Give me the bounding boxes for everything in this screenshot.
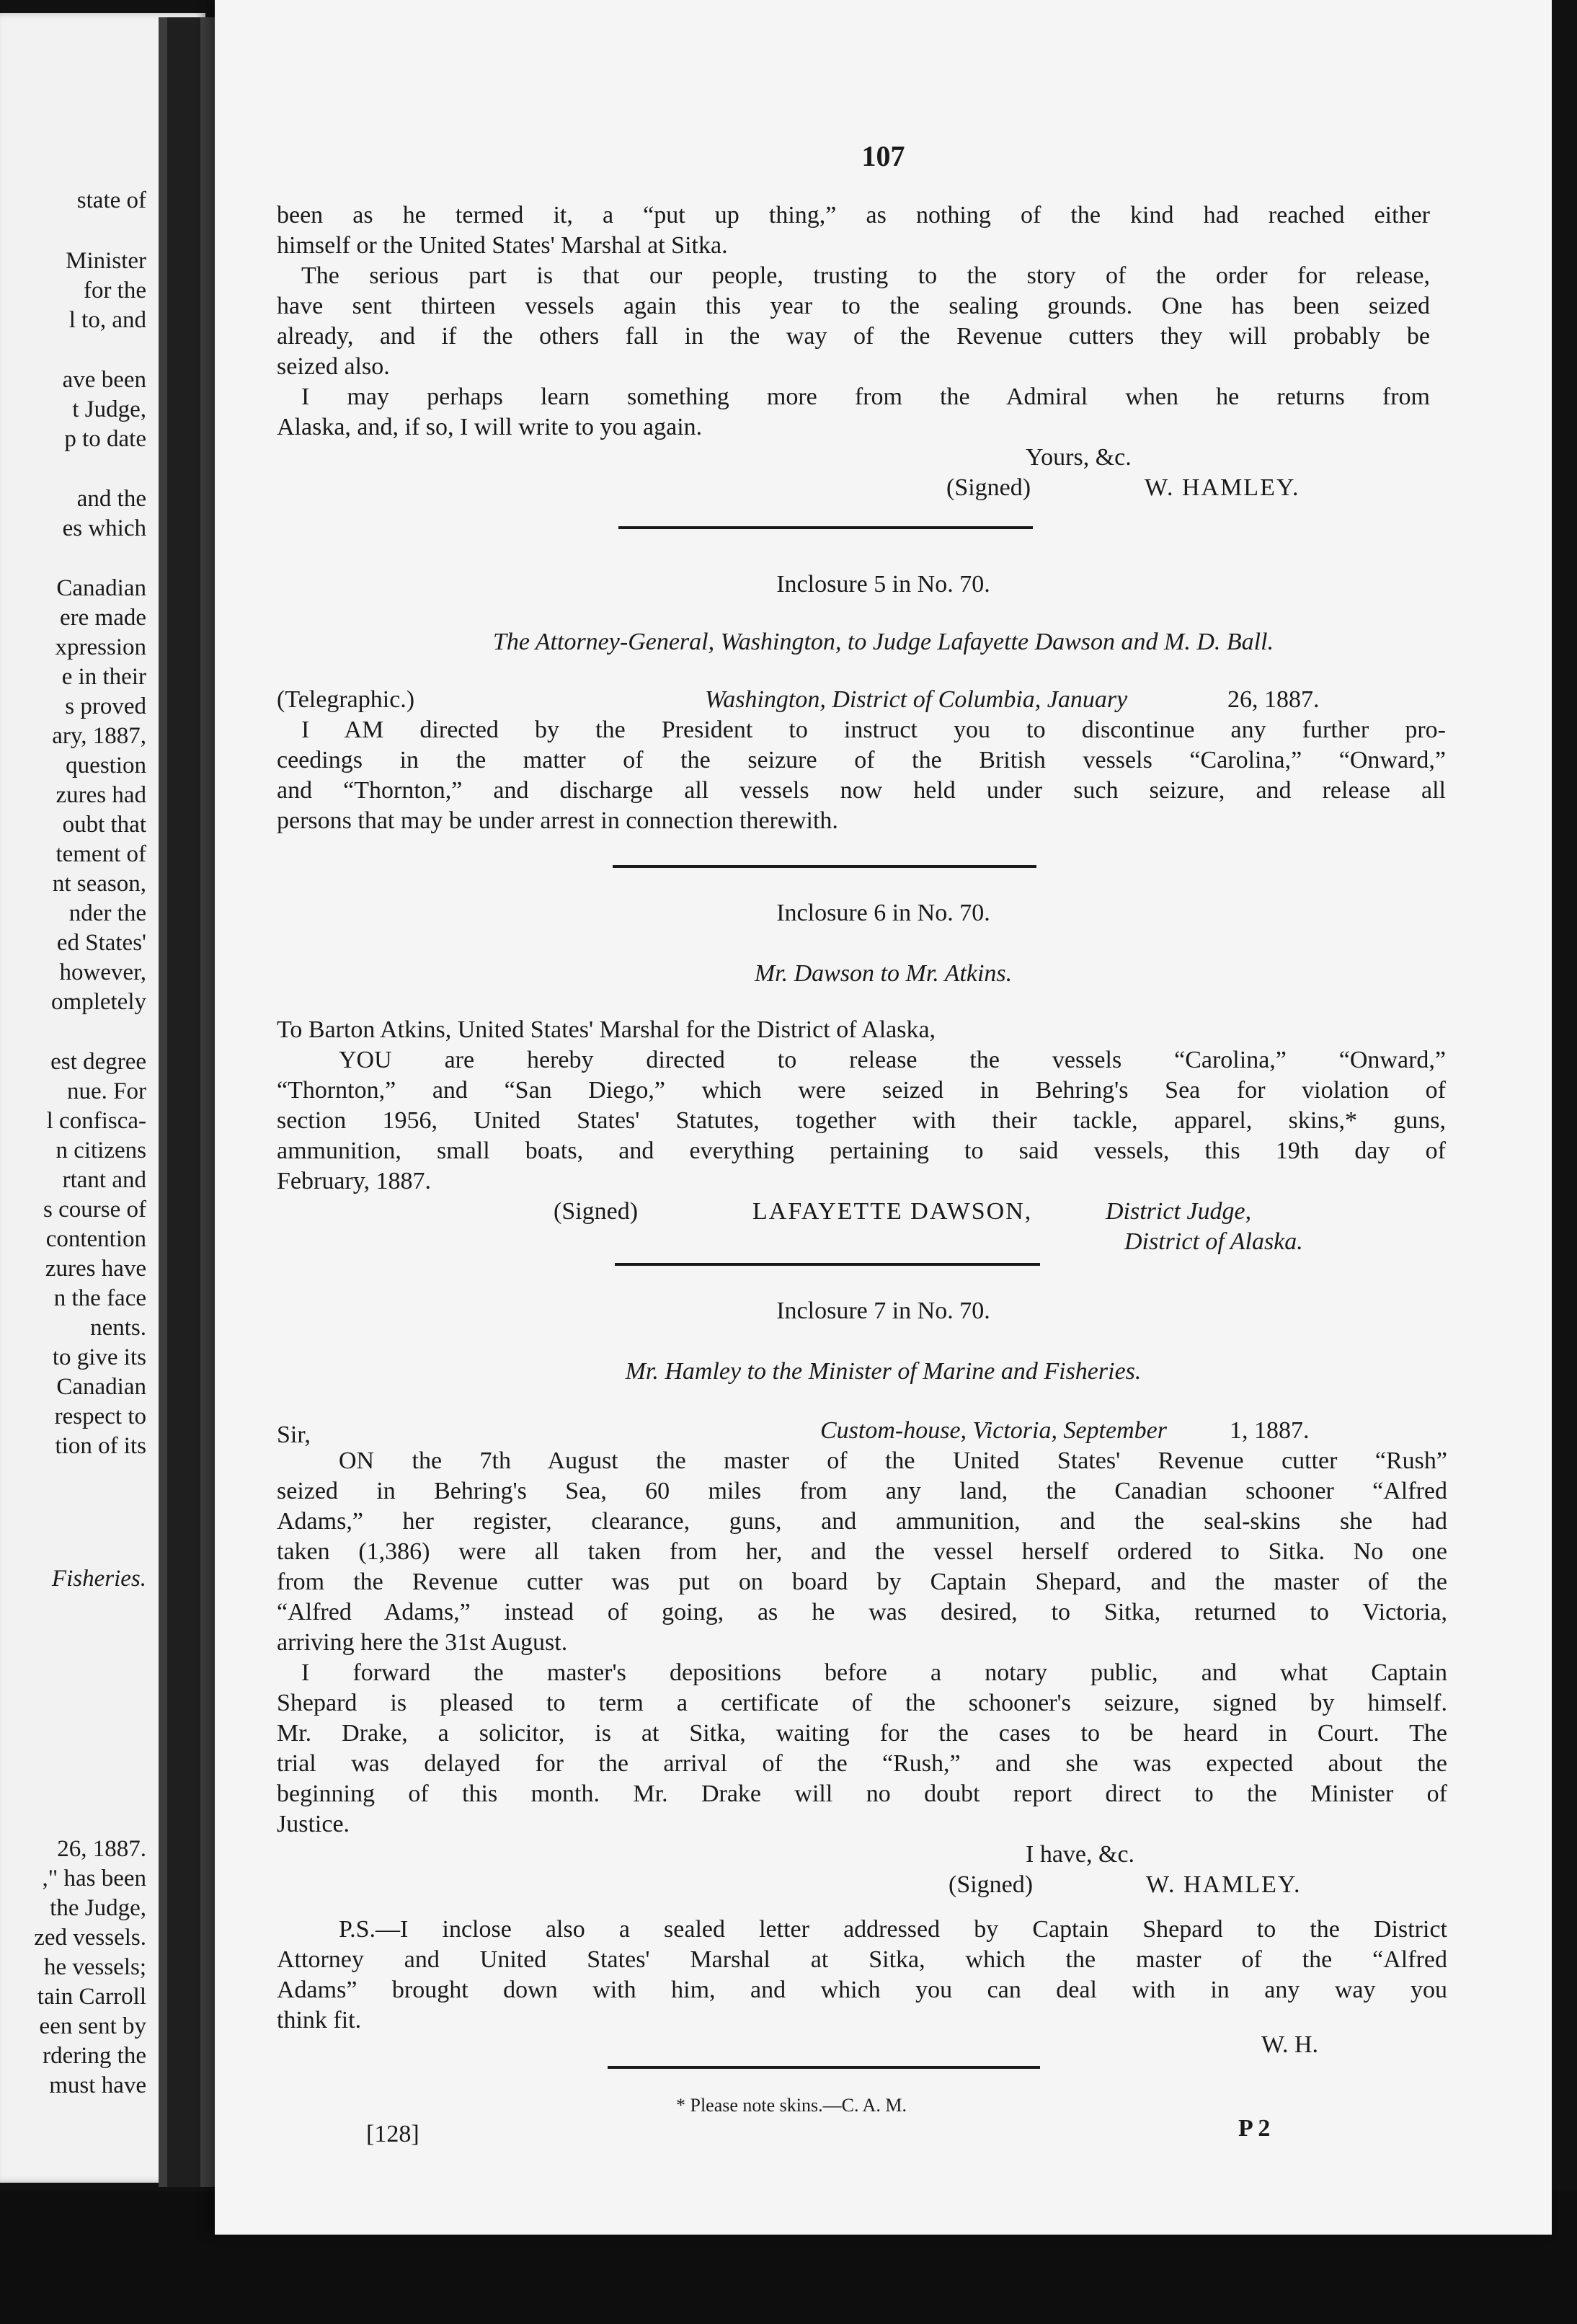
text-line: I may perhaps learn something more from the Admiral when he returns from — [301, 383, 1430, 410]
text-line: persons that may be under arrest in connection therewith. — [277, 807, 838, 834]
text-line: seized also. — [277, 353, 390, 380]
signature-name: LAFAYETTE DAWSON, — [752, 1198, 1033, 1225]
text-line: YOU are hereby directed to release the vessels “Carolina,” “Onward,” — [339, 1047, 1446, 1073]
left-page-fragment: ave been — [62, 367, 146, 393]
text-line: himself or the United States' Marshal at Sitka. — [277, 232, 728, 259]
text-line: from the Revenue cutter was put on board by Captain Shepard, and the master of the — [277, 1569, 1447, 1595]
text-line: Shepard is pleased to term a certificate of the schooner's seizure, signed by himself. — [277, 1690, 1447, 1716]
left-page-fragment: Canadian — [56, 1374, 146, 1400]
left-page-fragment: Minister — [66, 248, 146, 274]
text-line: Mr. Drake, a solicitor, is at Sitka, waiting for the cases to be heard in Court. The — [277, 1720, 1447, 1747]
left-page-fragment: ," has been — [42, 1866, 146, 1891]
text-line: been as he termed it, a “put up thing,” as nothing of the kind had reached either — [277, 202, 1430, 229]
left-page-fragment: for the — [83, 278, 146, 303]
place-date: Custom-house, Victoria, September — [820, 1417, 1167, 1444]
date-tail: 1, 1887. — [1230, 1417, 1310, 1444]
left-page-fragment: zed vessels. — [34, 1925, 146, 1951]
text-line: arriving here the 31st August. — [277, 1629, 568, 1656]
signature-title: District Judge, — [1106, 1198, 1252, 1225]
text-line: “Alfred Adams,” instead of going, as he was desired, to Sitka, returned to Victoria, — [277, 1599, 1447, 1626]
left-page-fragment: l to, and — [68, 307, 146, 333]
inclosure-7-heading: Inclosure 7 in No. 70. — [776, 1298, 990, 1324]
section-divider — [615, 1263, 1040, 1266]
left-page-fragment: must have — [49, 2072, 146, 2098]
left-page-fragment: nents. — [90, 1315, 146, 1341]
postscript-line: think fit. — [277, 2007, 362, 2034]
left-page-fragment: ere made — [60, 605, 146, 631]
signature-name: W. HAMLEY. — [1146, 1871, 1302, 1898]
address-line: To Barton Atkins, United States' Marshal for the District of Alaska, — [277, 1016, 936, 1043]
inclosure-5-heading: Inclosure 5 in No. 70. — [776, 571, 990, 598]
left-page-fragment: nt season, — [52, 871, 146, 897]
salutation: Sir, — [277, 1422, 311, 1448]
text-line: beginning of this month. Mr. Drake will no doubt report direct to the Minister of — [277, 1780, 1447, 1807]
text-line: ON the 7th August the master of the United States' Revenue cutter “Rush” — [339, 1447, 1447, 1474]
text-line: taken (1,386) were all taken from her, and the vessel herself ordered to Sitka. No one — [277, 1538, 1447, 1565]
footnote: * Please note skins.—C. A. M. — [676, 2095, 907, 2116]
section-divider — [618, 526, 1033, 529]
left-page-fragment: 26, 1887. — [57, 1836, 146, 1862]
left-page-fragment: ed States' — [56, 930, 146, 956]
postscript-line: P.S.—I inclose also a sealed letter addressed by Captain Shepard to the District — [339, 1916, 1447, 1943]
left-page-fragment: ompletely — [51, 989, 146, 1015]
footnote-divider — [608, 2066, 1040, 2069]
left-page-fragment: rtant and — [62, 1167, 146, 1193]
text-line: ceedings in the matter of the seizure of the British vessels “Carolina,” “Onward,” — [277, 747, 1446, 773]
text-line: I AM directed by the President to instruct you to discontinue any further pro- — [301, 717, 1446, 743]
left-page-fragment: to give its — [52, 1344, 146, 1370]
left-page-fragment: Fisheries. — [51, 1566, 146, 1592]
place-date: Washington, District of Columbia, January — [705, 686, 1128, 713]
text-line: Alaska, and, if so, I will write to you again. — [277, 414, 703, 440]
signed-label: (Signed) — [554, 1198, 639, 1225]
text-line: February, 1887. — [277, 1168, 432, 1194]
left-page-fragment: n citizens — [55, 1137, 146, 1163]
left-page-fragment: est degree — [50, 1049, 146, 1075]
book-gutter-shadow — [167, 17, 200, 2187]
left-page-fragment: zures had — [55, 782, 146, 808]
left-page-fragment: tion of its — [55, 1433, 146, 1459]
text-line: Justice. — [277, 1811, 350, 1837]
text-line: have sent thirteen vessels again this year to the sealing grounds. One has been seized — [277, 293, 1430, 319]
text-line: “Thornton,” and “San Diego,” which were seized in Behring's Sea for violation of — [277, 1077, 1446, 1104]
inclosure-6-subtitle: Mr. Dawson to Mr. Atkins. — [754, 960, 1013, 987]
postscript-line: Adams” brought down with him, and which you can deal with in any way you — [277, 1977, 1447, 2003]
left-page-fragment: s proved — [65, 693, 146, 719]
left-page-fragment: xpression — [55, 634, 146, 660]
left-page-fragment: n the face — [53, 1285, 146, 1311]
left-page-fragment: tement of — [55, 841, 146, 867]
left-page-fragment: respect to — [54, 1403, 146, 1429]
text-line: section 1956, United States' Statutes, together with their tackle, apparel, skins,* guns, — [277, 1107, 1446, 1134]
left-page-fragment: the Judge, — [50, 1895, 146, 1921]
left-page-fragment: p to date — [64, 426, 146, 452]
left-page-fragment: es which — [62, 515, 146, 541]
letter-closing: I have, &c. — [1026, 1841, 1135, 1868]
left-page-fragment: Canadian — [56, 575, 146, 601]
signature-name: W. HAMLEY. — [1145, 474, 1300, 501]
text-line: Adams,” her register, clearance, guns, and ammunition, and the seal-skins she had — [277, 1508, 1447, 1535]
date-tail: 26, 1887. — [1227, 686, 1320, 713]
left-page-fragment: tain Carroll — [37, 1984, 146, 2010]
postscript-initials: W. H. — [1261, 2031, 1319, 2058]
text-line: I forward the master's depositions before a notary public, and what Captain — [301, 1659, 1447, 1686]
left-page-fragment: and the — [76, 486, 146, 512]
text-line: already, and if the others fall in the way of the Revenue cutters they will probably be — [277, 323, 1430, 350]
signed-label: (Signed) — [946, 474, 1031, 501]
inclosure-6-heading: Inclosure 6 in No. 70. — [776, 900, 990, 926]
text-line: trial was delayed for the arrival of the “Rush,” and she was expected about the — [277, 1750, 1447, 1777]
left-page-fragment: nder the — [68, 900, 146, 926]
text-line: The serious part is that our people, trusting to the story of the order for release, — [301, 262, 1430, 289]
right-page — [215, 0, 1552, 2235]
left-page-fragment: s course of — [43, 1197, 146, 1223]
left-page-fragment: he vessels; — [43, 1954, 146, 1980]
signature-mark: [128] — [366, 2121, 419, 2147]
left-page-fragment: e in their — [61, 664, 146, 690]
left-page-fragment: zures have — [45, 1256, 146, 1282]
left-page-fragment: rdering the — [43, 2043, 146, 2069]
section-divider — [613, 865, 1036, 868]
text-line: and “Thornton,” and discharge all vessels now held under such seizure, and release all — [277, 777, 1446, 804]
inclosure-7-subtitle: Mr. Hamley to the Minister of Marine and Fisheries. — [625, 1358, 1142, 1385]
left-page-fragment: however, — [59, 959, 146, 985]
signature-title: District of Alaska. — [1124, 1228, 1303, 1255]
text-line: seized in Behring's Sea, 60 miles from any land, the Canadian schooner “Alfred — [277, 1478, 1447, 1504]
page-number: 107 — [861, 140, 905, 172]
left-page-fragment: ary, 1887, — [52, 723, 146, 749]
inclosure-5-subtitle: The Attorney-General, Washington, to Judge Lafayette Dawson and M. D. Ball. — [492, 629, 1274, 655]
left-page-fragment: t Judge, — [72, 396, 146, 422]
left-page-fragment: nue. For — [67, 1078, 146, 1104]
left-page-fragment: oubt that — [62, 812, 146, 838]
left-page-fragment: een sent by — [39, 2013, 146, 2039]
left-page-fragment: question — [66, 753, 146, 779]
text-line: ammunition, small boats, and everything pertaining to said vessels, this 19th day of — [277, 1137, 1446, 1164]
signed-label: (Signed) — [949, 1871, 1034, 1898]
sheet-mark: P 2 — [1238, 2115, 1271, 2142]
postscript-line: Attorney and United States' Marshal at Sitka, which the master of the “Alfred — [277, 1946, 1447, 1973]
left-page-fragment: contention — [45, 1226, 146, 1252]
telegraphic-label: (Telegraphic.) — [277, 686, 415, 713]
left-page-fragment: l confisca- — [46, 1108, 146, 1134]
left-page-fragment: state of — [76, 187, 146, 213]
letter-closing: Yours, &c. — [1026, 444, 1132, 471]
